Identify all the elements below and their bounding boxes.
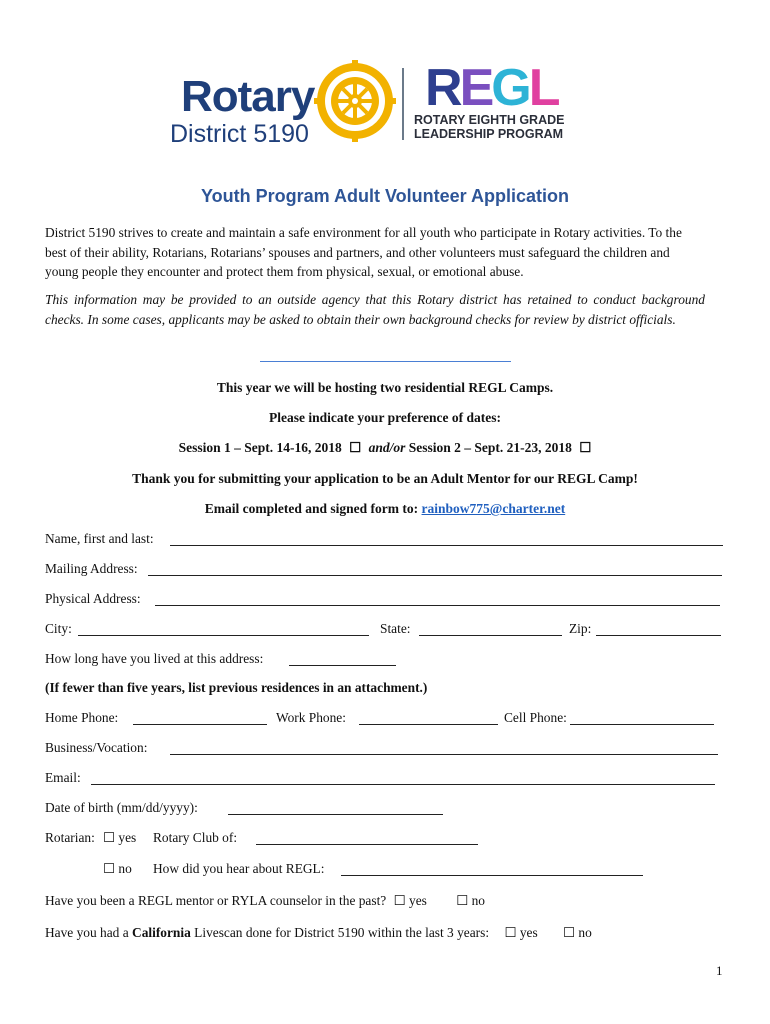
zip-field[interactable] bbox=[596, 635, 721, 636]
session-line bbox=[0, 440, 770, 456]
logo-divider bbox=[402, 68, 404, 140]
cell-phone-field[interactable] bbox=[570, 724, 714, 725]
business-field[interactable] bbox=[170, 754, 718, 755]
regl-letter-g: G bbox=[491, 59, 529, 117]
rotarian-no-option[interactable] bbox=[103, 861, 132, 877]
city-label: City: bbox=[45, 621, 72, 636]
zip-label: Zip: bbox=[569, 621, 592, 636]
mailing-label: Mailing Address: bbox=[45, 561, 138, 576]
session2-checkbox[interactable]: ☐ bbox=[579, 440, 592, 455]
regl-logo bbox=[425, 58, 557, 118]
thanks-line: Thank you for submitting your application to be an Adult Mentor for our REGL Camp! bbox=[132, 471, 638, 486]
state-field[interactable] bbox=[419, 635, 562, 636]
how-hear-label: How did you hear about REGL: bbox=[153, 861, 325, 876]
dob-field[interactable] bbox=[228, 814, 443, 815]
session1-checkbox[interactable]: ☐ bbox=[349, 440, 362, 455]
mailing-field[interactable] bbox=[148, 575, 722, 576]
rotarian-yes-label: yes bbox=[118, 830, 137, 845]
livescan-pre: Have you had a bbox=[45, 925, 129, 940]
intro-paragraph: District 5190 strives to create and maintain a safe environment for all youth who participate in Rotary activities. To the best of their ability, Rotarians, Rotarians’ spouses and partners, and other volunteers must safeguard the children and young people they encounter and protect them from physical, sexual, or emotional abuse. bbox=[45, 225, 682, 279]
rotary-club-field[interactable] bbox=[256, 844, 478, 845]
preference-line: Please indicate your preference of dates: bbox=[268, 410, 502, 425]
name-row bbox=[45, 531, 154, 547]
name-label: Name, first and last: bbox=[45, 531, 154, 546]
regl-letter-e: E bbox=[459, 59, 492, 117]
notice-paragraph: This information may be provided to an outside agency that this Rotary district has retained to conduct background checks. In some cases, applicants may be asked to obtain their own background checks for review by district officials. bbox=[45, 292, 705, 327]
livescan-california: California bbox=[132, 925, 191, 940]
livescan-no-checkbox[interactable]: ☐ bbox=[563, 925, 576, 940]
rotarian-no-checkbox[interactable]: ☐ bbox=[103, 861, 116, 876]
rotary-logo-text: Rotary bbox=[181, 72, 315, 121]
session2-label: Session 2 – Sept. 21-23, 2018 bbox=[408, 440, 572, 455]
how-long-field[interactable] bbox=[289, 665, 396, 666]
page-title: Youth Program Adult Volunteer Application bbox=[201, 186, 569, 206]
rotarian-yes-option[interactable] bbox=[103, 830, 136, 846]
mailing-row bbox=[45, 561, 138, 577]
andor-label: and/or bbox=[368, 440, 406, 455]
divider-line bbox=[260, 361, 511, 362]
regl-letter-l: L bbox=[528, 59, 558, 117]
rotary-wheel-logo bbox=[314, 60, 396, 142]
email-label: Email: bbox=[45, 770, 81, 785]
cell-phone-label: Cell Phone: bbox=[504, 710, 567, 725]
email-field[interactable] bbox=[91, 784, 715, 785]
regl-letter-r: R bbox=[425, 59, 460, 117]
email-link[interactable]: rainbow775@charter.net bbox=[421, 501, 566, 516]
work-phone-label: Work Phone: bbox=[276, 710, 346, 725]
dob-label: Date of birth (mm/dd/yyyy): bbox=[45, 800, 198, 815]
livescan-no-label: no bbox=[578, 925, 592, 940]
physical-row bbox=[45, 591, 141, 607]
mentor-no-label: no bbox=[471, 893, 485, 908]
mentor-yes-checkbox[interactable]: ☐ bbox=[393, 893, 406, 908]
camp-line: This year we will be hosting two residential REGL Camps. bbox=[216, 380, 554, 395]
livescan-question bbox=[45, 925, 592, 941]
city-field[interactable] bbox=[78, 635, 369, 636]
regl-subtitle bbox=[414, 113, 564, 141]
home-phone-field[interactable] bbox=[133, 724, 267, 725]
physical-field[interactable] bbox=[155, 605, 720, 606]
home-phone-label: Home Phone: bbox=[45, 710, 119, 725]
rotarian-label: Rotarian: bbox=[45, 830, 95, 845]
livescan-yes-checkbox[interactable]: ☐ bbox=[504, 925, 517, 940]
rotarian-no-label: no bbox=[118, 861, 132, 876]
livescan-yes-label: yes bbox=[519, 925, 538, 940]
mentor-question-label: Have you been a REGL mentor or RYLA counselor in the past? bbox=[45, 893, 387, 908]
regl-subtitle-line1: ROTARY EIGHTH GRADE bbox=[414, 113, 565, 127]
mentor-question bbox=[45, 893, 485, 909]
rotary-club-label: Rotary Club of: bbox=[153, 830, 238, 845]
work-phone-field[interactable] bbox=[359, 724, 498, 725]
name-field[interactable] bbox=[170, 545, 723, 546]
email-instruction bbox=[0, 501, 770, 517]
page-number: 1 bbox=[716, 963, 723, 978]
mentor-no-checkbox[interactable]: ☐ bbox=[456, 893, 469, 908]
rotarian-yes-checkbox[interactable]: ☐ bbox=[103, 830, 116, 845]
fewer-years-note: (If fewer than five years, list previous residences in an attachment.) bbox=[45, 680, 428, 695]
state-label: State: bbox=[380, 621, 411, 636]
regl-subtitle-line2: LEADERSHIP PROGRAM bbox=[414, 127, 564, 141]
physical-label: Physical Address: bbox=[45, 591, 141, 606]
how-hear-field[interactable] bbox=[341, 875, 643, 876]
session1-label: Session 1 – Sept. 14-16, 2018 bbox=[178, 440, 342, 455]
livescan-post: Livescan done for District 5190 within the last 3 years: bbox=[194, 925, 490, 940]
business-label: Business/Vocation: bbox=[45, 740, 148, 755]
district-logo-text: District 5190 bbox=[170, 120, 309, 148]
mentor-yes-label: yes bbox=[409, 893, 427, 908]
email-prompt: Email completed and signed form to: bbox=[204, 501, 419, 516]
how-long-label: How long have you lived at this address: bbox=[45, 651, 264, 666]
